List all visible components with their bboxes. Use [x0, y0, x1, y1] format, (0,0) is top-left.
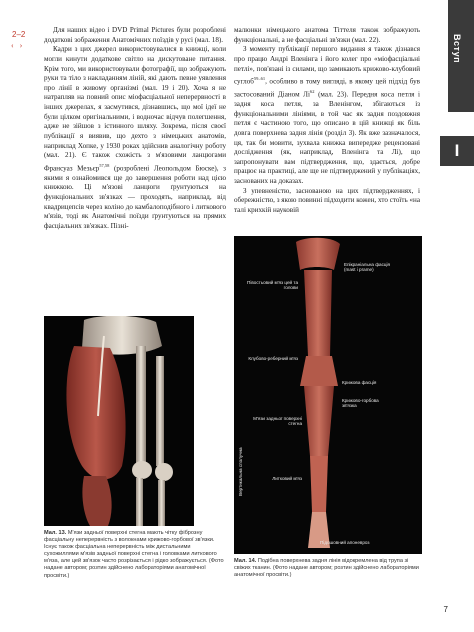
label-erector: Клубово-реберний м'яз	[248, 356, 298, 361]
right-column	[234, 26, 420, 216]
label-sacrotuberous-fascia: Крижова фасція	[342, 380, 377, 385]
label-hamstrings: М'язи задньої поверхні стегна	[253, 416, 302, 427]
figure-number: Мал. 13.	[44, 530, 67, 536]
paragraph: Для наших відео і DVD Primal Pictures були розроблені додаткові зображення Анатомічних поїздів у русі (мал. 18).	[44, 26, 226, 44]
figure-13-caption: Мал. 13. М'язи задньої поверхні стегна мають чітку фіброзну фасціальну неперервність з волокнами крижово-горбової зв'язки. Існує також фасціальна неперервність між дистальними сухожиллями м'язів задньої поверхні стегна і головками литкового м'яза, але цей зв'язок часто розрізається і рідко зображується. (Фото надане автором; розтин здійснено лабораторіями анатомічної просвіти.)	[44, 530, 224, 579]
figure-14-caption: Мал. 14. Подібна поверхнева задня лінія відокремлена від трупа зі свіжих тканин. (Фото надане автором; розтин здійснено лабораторіями анатомічної просвіти.)	[234, 558, 419, 579]
label-epicranial: Епікраніальна фасція (mast і prame)	[344, 262, 391, 273]
label-suboccipital: Півостьовий м'яз цей та голови	[247, 280, 298, 291]
paragraph: Кадри з цих джерел використовувалися в книжці, коли могли кинути додаткове світло на дискутоване питання. Крім того, ми використовували фотографії, що зображують руки та тіло з накладанням ліній, які дають певне уявлення про лінії в живому організмі (мал. 19 і 20). Хоча я не натрапляв на повний опис міофасціальної неперервності в інших джерелах, я засмутився, дізнавшись, що мої ідеї не були цілком оригінальними, і водночас відчув полегшення, адже не зійшов з істинного шляху. Зокрема, після своєї публікації я виявив, що дехто з німецьких анатомів, наприклад Хопке, у 1930 роках здійснив аналогічну роботу (мал. 21). Є також схожість з м'язовими ланцюгами Франсуаз Мезьєр$^{57,58}$ (розроблені Леопольдом Бюске), з якими я ознайомився ще до завершення роботи над цією книжкою. Ці м'язові ланцюги ґрунтуються на функціональних зв'язках — проходять, наприклад, від квадрицепсів через коліно до камбалоподібного і литкового м'язів, тоді як Анатомічні поїзди ґрунтуються на прямих фасціальних зв'язках. Пізні-	[44, 45, 226, 230]
chapter-tab: I	[440, 136, 474, 166]
left-column	[44, 26, 226, 231]
label-gastrocnemius: Литковий м'яз	[272, 476, 302, 481]
paragraph: З моменту публікації першого видання я також дізнався про працю Андрі Вленінга і його колег про «міофасціальні петлі», пов'язані із силами, що замикають крижово-клубовий суглоб$^{59-61}$, особливо в тому вигляді, в якому цей підхід був застосований Діаном $Лі^{62}$ (мал. 23). Передня коса петля і задня коса петля, за Вленінгом, збігаються із функціональними лініями, в той час як задня поздовжня петля є частиною того, що описано в цій книжці як біль довга поверхнева задня лінія (розділ 3). Як вже зазначалося, ця, так би мовити, зухвала книжка випередже рецензовані дослідження (як, наприклад, Вленінга та Лі), що запропонувати вам підтвердження, що, здається, добре працює на практиці, але ще не підтверджений у публікаціях, заснованих на доказах.	[234, 45, 420, 186]
citation: 59–61	[253, 76, 266, 82]
margin-arrows-icon: ‹ ›	[11, 41, 25, 50]
page-number: 7	[443, 605, 448, 614]
label-plantar: Підошовний апоневроз	[320, 540, 370, 545]
figure-14-photo	[234, 236, 422, 554]
label-sacrotuberous-lig: Крижово-горбова зв'язка	[342, 398, 379, 409]
paragraph: З упевненістю, заснованою на цих підтвердженнях, і обережністю, з якою повинні підходити кожен, хто стоїть «на талі крихкій науковій	[234, 186, 420, 214]
citation: 57,58	[99, 162, 110, 168]
figure-13-photo	[44, 316, 194, 526]
dissection-legs-illustration	[44, 316, 194, 526]
label-vertical: Вертикальна сполучна	[238, 447, 243, 496]
section-label: Вступ	[452, 34, 462, 64]
paragraph: малюнки німецького анатома Тіттеля також зображують функціональні, а не фасціальні зв'язки (мал. 22).	[234, 26, 420, 44]
section-tab	[448, 0, 474, 112]
figure-number: Мал. 14.	[234, 558, 257, 564]
citation: 62	[309, 89, 315, 95]
margin-reference: 2–2	[12, 30, 26, 39]
